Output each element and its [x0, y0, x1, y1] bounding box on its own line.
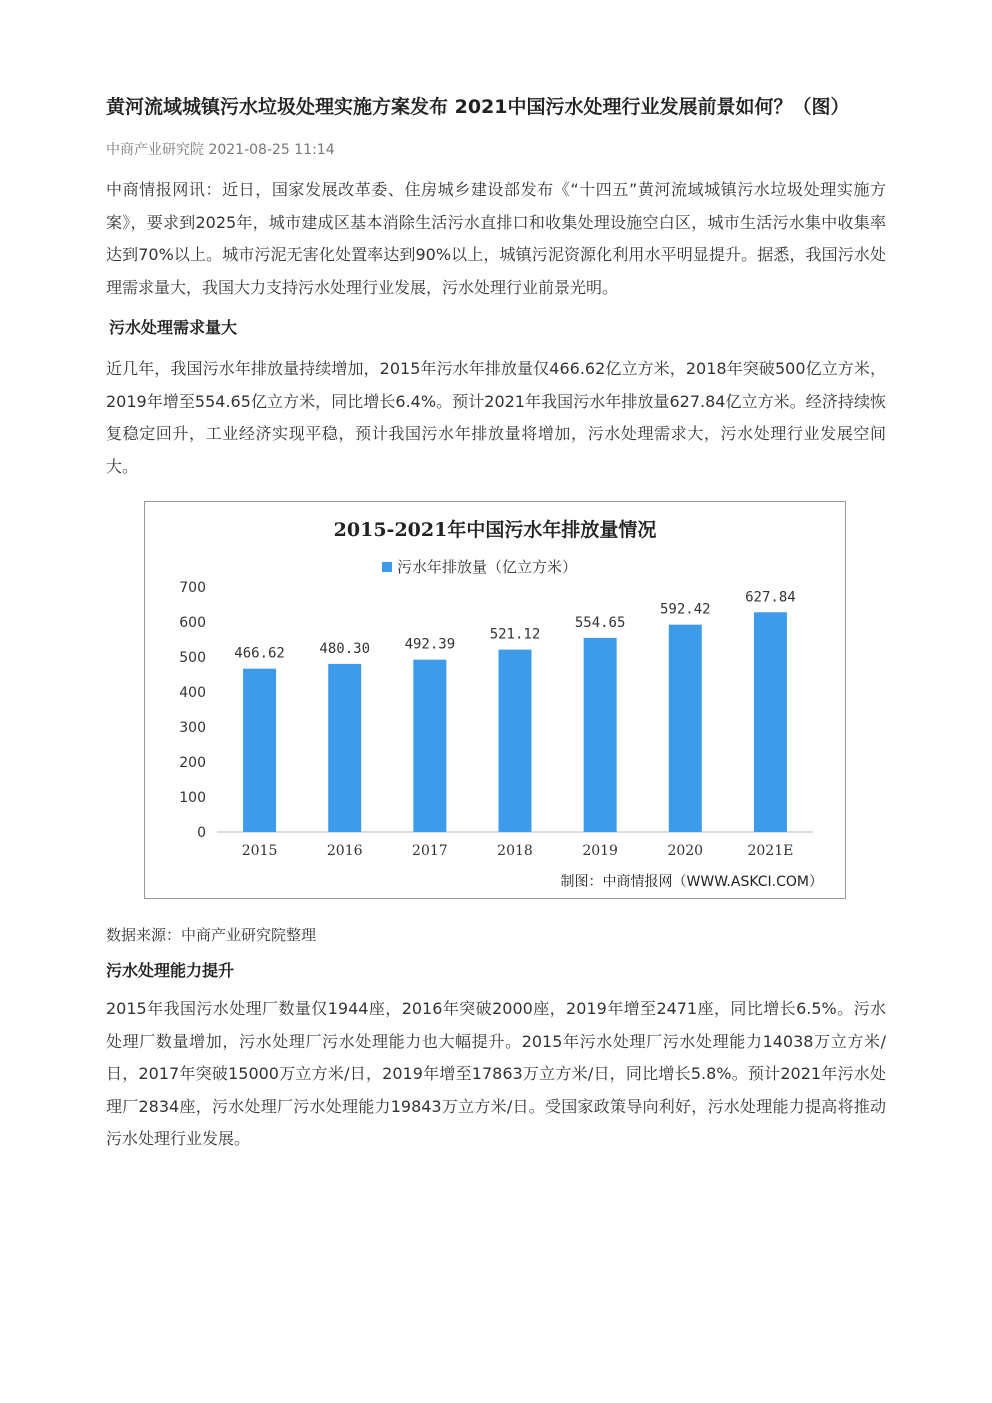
chart-svg [145, 502, 845, 898]
article-source-date: 中商产业研究院 2021-08-25 11:14 [106, 142, 335, 158]
data-label-2017: 492.39 [404, 636, 456, 653]
y-tick-label: 500 [179, 650, 206, 666]
data-label-2020: 592.42 [659, 601, 711, 618]
x-tick-label: 2019 [582, 843, 618, 859]
bar-2021E [754, 612, 787, 832]
data-label-2021E: 627.84 [745, 589, 796, 606]
data-label-2016: 480.30 [319, 640, 371, 657]
legend-swatch [382, 562, 392, 572]
section-heading-capacity: 污水处理能力提升 [106, 961, 235, 980]
article-title: 黄河流域城镇污水垃圾处理实施方案发布 2021中国污水处理行业发展前景如何？（图） [106, 96, 850, 118]
chart-footer: 制图：中商情报网（WWW.ASKCI.COM） [560, 874, 823, 890]
x-tick-label: 2021E [747, 843, 794, 859]
y-tick-label: 200 [179, 755, 206, 771]
y-tick-label: 700 [179, 580, 206, 596]
bar-2018 [499, 650, 532, 832]
chart-title: 2015-2021年中国污水年排放量情况 [333, 519, 657, 541]
y-tick-label: 600 [179, 615, 206, 631]
bar-2016 [328, 664, 361, 832]
demand-paragraph: 近几年，我国污水年排放量持续增加，2015年污水年排放量仅466.62亿立方米，2018年突破500亿立方米，2019年增至554.65亿立方米，同比增长6.4%。预计2021年我国污水年排放量627.84亿立方米。经济持续恢复稳定回升，工业经济实现平稳，预计我国污水年排放量将增加，污水处理需求大，污水处理行业发展空间大。 [106, 359, 886, 476]
data-label-2019: 554.65 [574, 614, 626, 631]
data-source-note: 数据来源：中商产业研究院整理 [106, 926, 317, 944]
bar-2015 [243, 669, 276, 832]
x-tick-label: 2016 [326, 843, 363, 859]
x-tick-label: 2020 [667, 843, 704, 859]
x-tick-label: 2017 [412, 843, 448, 859]
capacity-paragraph: 2015年我国污水处理厂数量仅1944座，2016年突破2000座，2019年增至2471座，同比增长6.5%。污水处理厂数量增加，污水处理厂污水处理能力也大幅提升。2015年污水处理厂污水处理能力14038万立方米/日，2017年突破15000万立方米/日，2019年增至17863万立方米/日，同比增长5.8%。预计2021年污水处理厂2834座，污水处理厂污水处理能力19843万立方米/日。受国家政策导向利好，污水处理能力提高将推动污水处理行业发展。 [106, 999, 886, 1148]
y-tick-label: 0 [197, 825, 206, 841]
intro-paragraph: 中商情报网讯：近日，国家发展改革委、住房城乡建设部发布《“十四五”黄河流域城镇污水垃圾处理实施方案》，要求到2025年，城市建成区基本消除生活污水直排口和收集处理设施空白区，城市生活污水集中收集率达到70%以上。城市污泥无害化处置率达到90%以上，城镇污泥资源化利用水平明显提升。据悉，我国污水处理需求量大，我国大力支持污水处理行业发展，污水处理行业前景光明。 [106, 180, 886, 297]
data-label-2015: 466.62 [234, 645, 285, 662]
emission-chart [144, 501, 846, 899]
x-tick-label: 2015 [241, 843, 278, 859]
bar-2017 [413, 660, 446, 832]
bar-2020 [669, 625, 702, 832]
article [106, 92, 886, 1156]
section-heading-demand: 污水处理需求量大 [109, 318, 238, 337]
x-tick-label: 2018 [497, 843, 533, 859]
data-label-2018: 521.12 [489, 626, 541, 643]
y-tick-label: 100 [179, 790, 206, 806]
y-tick-label: 300 [179, 720, 206, 736]
legend-label: 污水年排放量（亿立方米） [397, 558, 578, 576]
y-tick-label: 400 [179, 685, 206, 701]
bar-2019 [584, 638, 617, 832]
